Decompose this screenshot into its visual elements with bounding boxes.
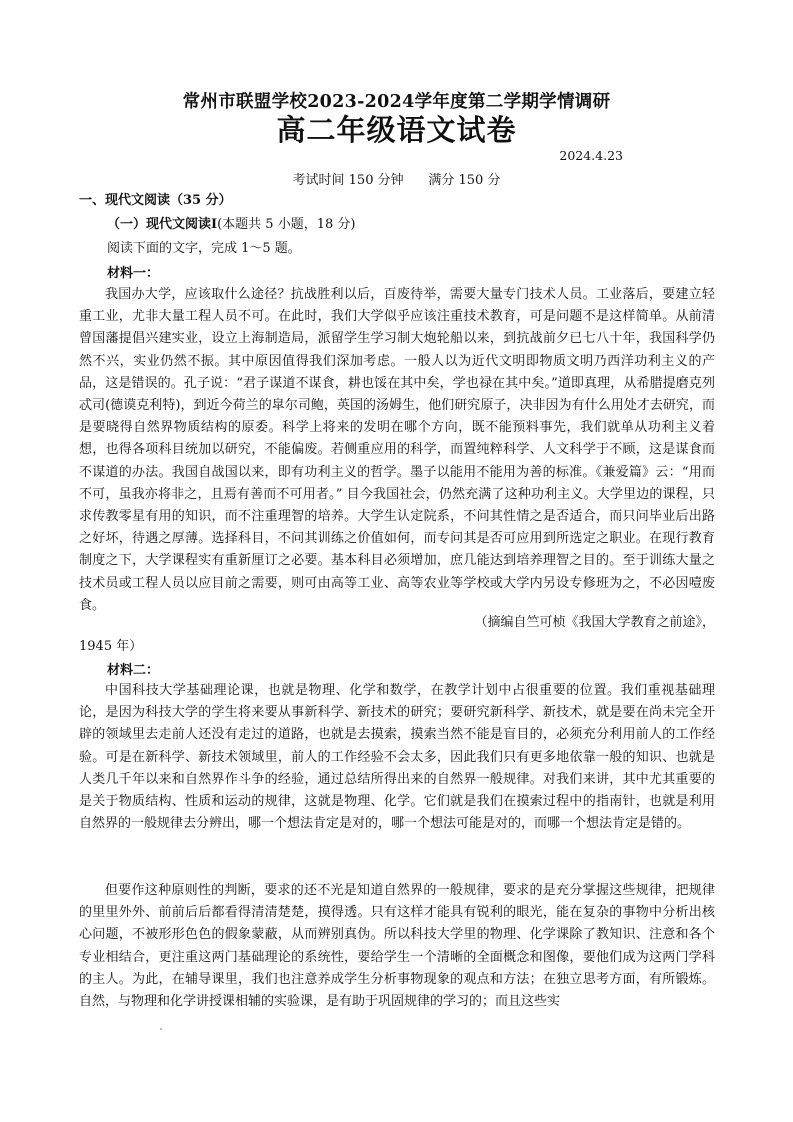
material2-label: 材料二： — [107, 663, 160, 678]
school-title: 常州市联盟学校2023-2024学年度第二学期学情调研 — [182, 92, 611, 112]
material2-paragraph-2: 但要作这种原则性的判断，要求的还不光是知道自然界的一般规律，要求的是充分掌握这些规律，把规律的里里外外、前前后后都看得清清楚楚，摸得透。只有这样才能具有锐利的眼光，能在复杂的事物中分析出核心问题，不被形形色色的假象蒙蔽，从而辨别真伪。所以科技大学里的物理、化学课除了教知识、注意和各个专业相结合，更注重这两门基础理论的系统性，要给学生一个清晰的全面概念和图像，要他们成为这两门学科的主人。为此，在辅导课里，我们也注意养成学生分析事物现象的观点和方法；在独立思考方面，有所锻炼。自然，与物理和化学讲授课相辅的实验课，是有助于巩固规律的学习的；而且这些实 — [79, 883, 715, 1010]
exam-date: 2024.4.23 — [559, 148, 623, 163]
exam-info: 考试时间 150 分钟 满分 150 分 — [292, 173, 501, 188]
material1-source-year: 1945 年） — [79, 639, 143, 654]
reading-instruction: 阅读下面的文字，完成 1～5 题。 — [107, 241, 301, 256]
material1-source: （摘编自竺可桢《我国大学教育之前途》， — [474, 615, 715, 630]
scan-speck — [160, 1028, 162, 1030]
sub-heading-title: （一）现代文阅读Ⅰ — [107, 217, 218, 232]
sub-heading — [107, 213, 355, 232]
exam-title: 高二年级语文试卷 — [276, 113, 517, 147]
section-heading: 一、现代文阅读（35 分） — [79, 193, 232, 208]
material1-label: 材料一： — [107, 266, 160, 281]
material2-paragraph-1: 中国科技大学基础理论课，也就是物理、化学和数学，在教学计划中占很重要的位置。我们重视基础理论，是因为科技大学的学生将来要从事新科学、新技术的研究；要研究新科学、新技术，就是要在尚未完全开辟的领域里去走前人还没有走过的道路，也就是去摸索，摸索当然不能是盲目的，必须充分利用前人的工作经验。可是在新科学、新技术领域里，前人的工作经验不会太多，因此我们只有更多地依靠一般的知识、也就是人类几千年以来和自然界作斗争的经验，通过总结所得出来的自然界一般规律。对我们来讲，其中尤其重要的是关于物质结构、性质和运动的规律，这就是物理、化学。它们就是我们在摸索过程中的指南针，也就是利用自然界的一般规律去分辨出，哪一个想法肯定是对的，哪一个想法可能是对的，而哪一个想法肯定是错的。 — [79, 683, 715, 832]
sub-heading-note: (本题共 5 小题，18 分) — [217, 217, 356, 232]
material1-paragraph: 我国办大学，应该取什么途径？抗战胜利以后，百废待举，需要大量专门技术人员。工业落后，要建立轻重工业，尤非大量工程人员不可。在此时，我们大学似乎应该注重技术教育，可是问题不是这样简单。从前清曾国藩提倡兴建实业，设立上海制造局，派留学生学习制大炮轮船以来，到抗战前夕已七八十年，我国科学仍然不兴，实业仍然不振。其中原因值得我们深加考虑。一般人以为近代文明即物质文明乃西洋功利主义的产品，这是错误的。孔子说：“君子谋道不谋食，耕也馁在其中矣，学也禄在其中矣。”道即真理，从希腊提磨克列忒司(德谟克利特)，到近今荷兰的皐尔司鲍，英国的汤姆生，他们研究原子，决非因为有什么用处才去研究，而是要晓得自然界物质结构的原委。科学上将来的发明在哪个方向，既不能预料事先，我们就单从功利主义着想，也得各项科目统加以研究，不能偏废。若侧重应用的科学，而置纯粹科学、人文科学于不顾，这是谋食而不谋道的办法。我国自战国以来，即有功利主义的哲学。墨子以能用不能用为善的标准。《兼爱篇》云：“用而不可，虽我亦将非之，且焉有善而不可用者。” 目今我国社会，仍然充满了这种功利主义。大学里边的课程，只求传教零星有用的知识，而不注重理智的培养。大学生认定院系，不问其性情之是否适合，而只问毕业后出路之好坏，待遇之厚薄。选择科目，不问其训练之价值如何，而专问其是否可应用到所选定之职业。在现行教育制度之下，大学课程实有重新厘订之必要。基本科目必须增加，庶几能达到培养理智之目的。至于训练大量之技术员或工程人员以应目前之需要，则可由高等工业、高等农业等学校或大学内另设专修班为之，不必因噎废食。 — [79, 287, 715, 613]
